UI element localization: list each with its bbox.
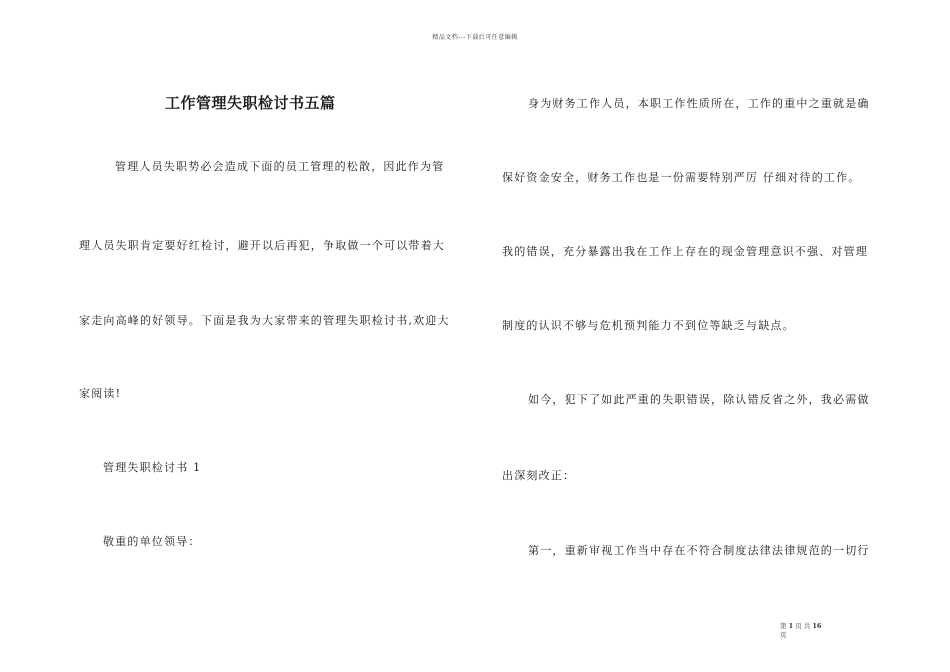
paragraph-line: 家走向高峰的好领导。下面是我为大家带来的管理失职检讨书,欢迎大 [79,314,450,327]
footer-total-pages: 16 [812,622,822,630]
footer-page-number: 1 [788,622,794,630]
footer-middle: 页 共 [795,622,811,630]
page-footer [780,622,821,640]
document-title: 工作管理失职检讨书五篇 [165,94,336,112]
footer-prefix: 第 [780,622,787,630]
header-note: 精品文档---下载后可任意编辑 [432,34,518,41]
paragraph-line: 保好资金安全，财务工作也是一份需要特别严厉 仔细对待的工作。 [502,171,861,184]
paragraph-line: 管理人员失职势必会造成下面的员工管理的松散，因此作为管 [115,160,445,173]
footer-suffix: 页 [780,631,787,639]
paragraph-line: 出深刻改正： [502,469,576,482]
section-heading: 管理失职检讨书 1 [103,461,202,474]
paragraph-line: 制度的认识不够与危机预判能力不到位等缺乏与缺点。 [502,319,795,332]
salutation: 敬重的单位领导： [103,535,201,548]
paragraph-line: 身为财务工作人员，本职工作性质所在，工作的重中之重就是确 [528,97,870,110]
paragraph-line: 如今，犯下了如此严重的失职错误，除认错反省之外，我必需做 [528,393,870,406]
paragraph-line: 家阅读! [79,387,122,400]
paragraph-line: 第一，重新审视工作当中存在不符合制度法律法律规范的一切行 [528,544,870,557]
paragraph-line: 理人员失职肯定要好红检讨，避开以后再犯，争取做一个可以带着大 [79,239,445,252]
paragraph-line: 我的错误，充分暴露出我在工作上存在的现金管理意识不强、对管理 [502,245,868,258]
right-column [475,0,950,672]
